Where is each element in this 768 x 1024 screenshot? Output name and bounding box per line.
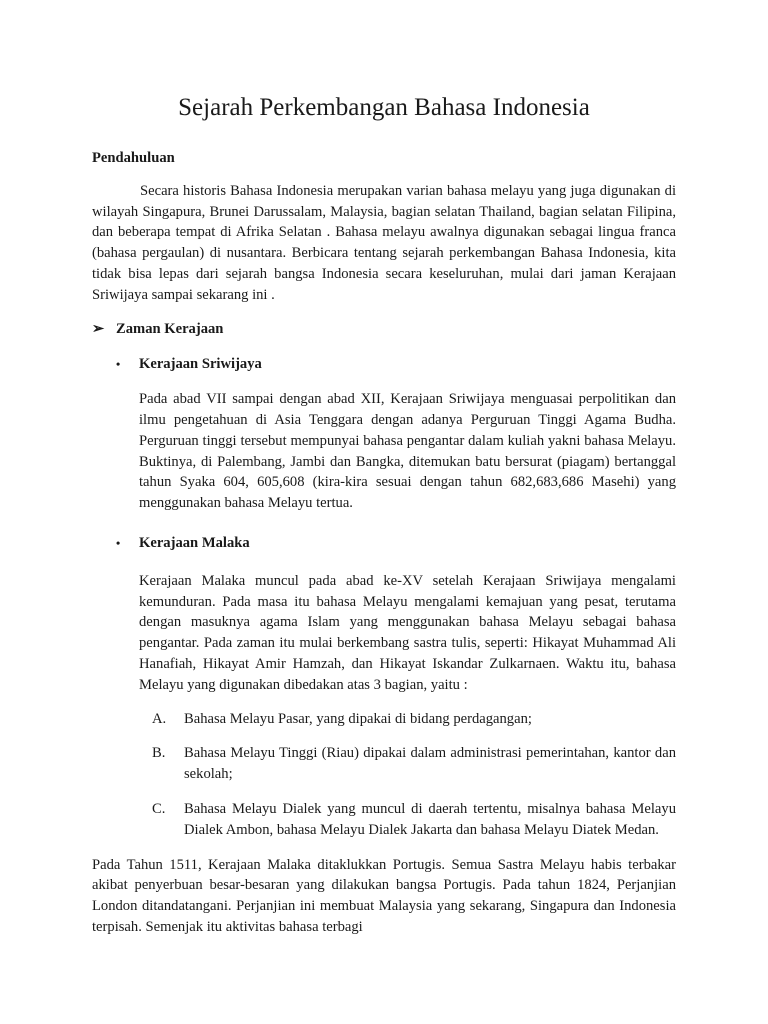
- bullet-icon: •: [116, 535, 121, 550]
- list-item-label: C.: [152, 800, 166, 817]
- heading-zaman-kerajaan: [92, 319, 676, 340]
- heading-kerajaan-malaka: [92, 533, 676, 554]
- heading-kerajaan-malaka-label: Kerajaan Malaka: [139, 534, 250, 551]
- list-item-text: Bahasa Melayu Tinggi (Riau) dipakai dalam administrasi pemerintahan, kantor dan sekolah;: [184, 745, 676, 783]
- list-item-text: Bahasa Melayu Pasar, yang dipakai di bidang perdagangan;: [184, 710, 532, 727]
- bullet-icon: •: [116, 357, 121, 372]
- malaka-paragraph: Kerajaan Malaka muncul pada abad ke-XV setelah Kerajaan Sriwijaya mengalami kemunduran. Pada masa itu bahasa Melayu mengalami kemajuan yang pesat, terutama dengan masuknya agama Islam yang menggunakan bahasa Melayu sebagai bahasa pengantar. Pada zaman itu mulai berkembang sastra tulis, seperti: Hikayat Muhammad Ali Hanafiah, Hikayat Amir Hamzah, dan Hikayat Iskandar Zulkarnaen. Waktu itu, bahasa Melayu yang digunakan dibedakan atas 3 bagian, yaitu :: [139, 572, 676, 693]
- list-item-c: [92, 799, 676, 841]
- list-item-label: A.: [152, 710, 167, 727]
- list-item-a: [92, 709, 676, 730]
- intro-paragraph: Secara historis Bahasa Indonesia merupakan varian bahasa melayu yang juga digunakan di wilayah Singapura, Brunei Darussalam, Malaysia, bagian selatan Thailand, bagian selatan Filipina, dan beberapa tempat di Afrika Selatan . Bahasa melayu awalnya digunakan sebagai lingua franca (bahasa pergaulan) di nusantara. Berbicara tentang sejarah perkembangan Bahasa Indonesia, kita tidak bisa lepas dari sejarah bangsa Indonesia secara keseluruhan, mulai dari jaman Kerajaan Sriwijaya sampai sekarang ini .: [92, 182, 676, 303]
- arrow-bullet-icon: ➢: [92, 320, 105, 337]
- list-item-text: Bahasa Melayu Dialek yang muncul di daerah tertentu, misalnya bahasa Melayu Dialek Ambon, bahasa Melayu Dialek Jakarta dan bahasa Melayu Diatek Medan.: [184, 800, 676, 838]
- document-title: Sejarah Perkembangan Bahasa Indonesia: [178, 94, 590, 121]
- list-item-label: B.: [152, 745, 166, 762]
- heading-kerajaan-sriwijaya: [92, 354, 676, 375]
- malaka-closing-paragraph: Pada Tahun 1511, Kerajaan Malaka ditaklukkan Portugis. Semua Sastra Melayu habis terbakar akibat penyerbuan besar-besaran yang dilakukan bangsa Portugis. Pada tahun 1824, Perjanjian London ditandatangani. Perjanjian ini membuat Malaysia yang sekarang, Singapura dan Indonesia terpisah. Semenjak itu aktivitas bahasa terbagi: [92, 856, 676, 935]
- heading-zaman-kerajaan-label: Zaman Kerajaan: [116, 320, 224, 337]
- sriwijaya-paragraph: Pada abad VII sampai dengan abad XII, Kerajaan Sriwijaya menguasai perpolitikan dan ilmu pengetahuan di Asia Tenggara dengan adanya Perguruan Tinggi Agama Budha. Perguruan tinggi tersebut mempunyai bahasa pengantar dalam kuliah yakni bahasa Melayu. Buktinya, di Palembang, Jambi dan Bangka, ditemukan batu bersurat (piagam) bertanggal tahun Syaka 604, 605,608 (kira-kira sesuai dengan tahun 682,683,686 Masehi) yang menggunakan bahasa Melayu tertua.: [139, 391, 676, 512]
- heading-kerajaan-sriwijaya-label: Kerajaan Sriwijaya: [139, 356, 262, 373]
- section-heading-pendahuluan: Pendahuluan: [92, 150, 175, 166]
- list-item-b: [92, 743, 676, 785]
